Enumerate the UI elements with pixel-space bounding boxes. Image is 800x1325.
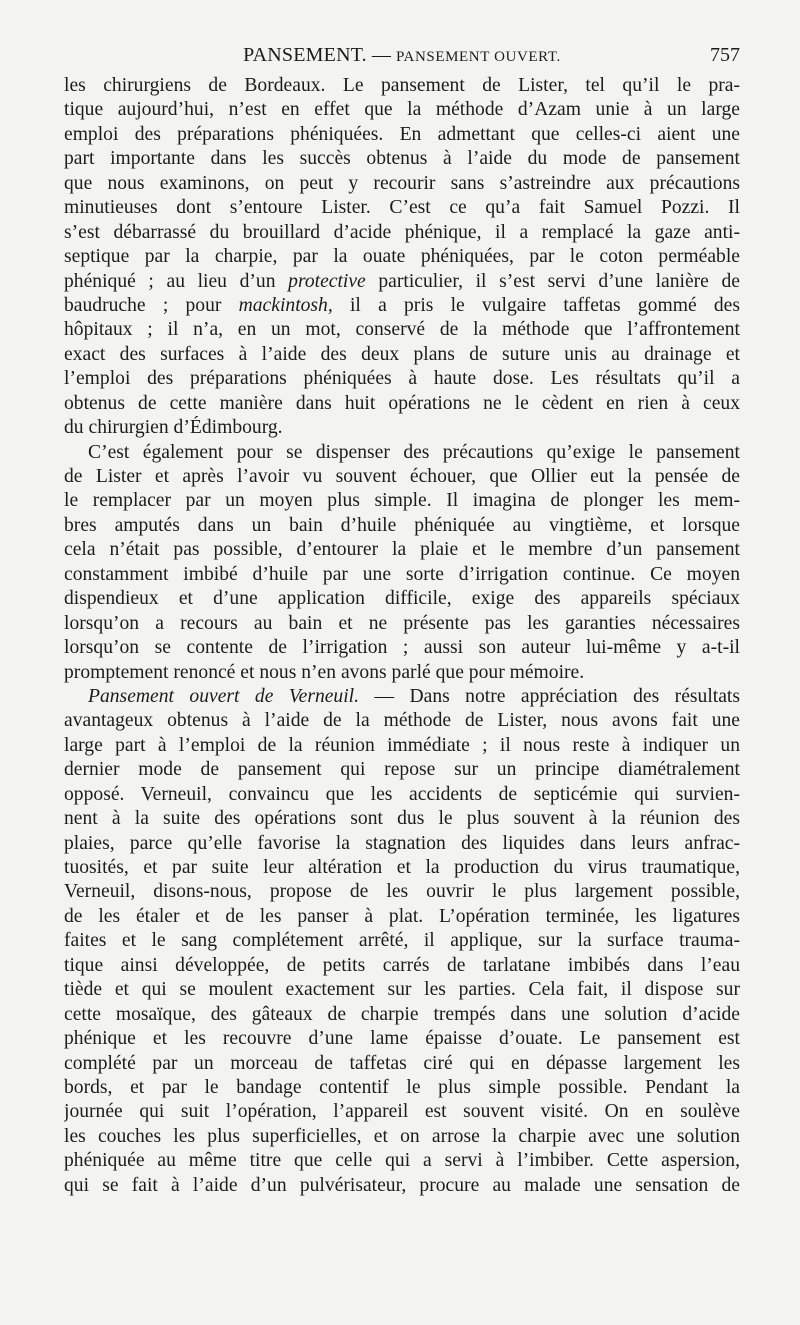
text-span: le remplacer par un moyen plus simple. Il imagina de plonger les mem- [64, 490, 740, 512]
text-span: C’est également pour se dispenser des précautions qu’exige le pansement [88, 441, 740, 463]
text-span: cela n’était pas possible, d’entourer la plaie et le membre d’un pansement [64, 539, 740, 561]
running-title-separator: — [371, 45, 392, 66]
text-span: que nous examinons, on peut y recourir sans s’astreindre aux précautions [64, 172, 740, 194]
text-line [64, 1149, 740, 1173]
text-line [64, 1100, 740, 1124]
text-line [64, 661, 740, 685]
text-line [64, 978, 740, 1002]
text-span: phéniqué ; au lieu d’un [64, 270, 289, 292]
text-line [64, 343, 740, 367]
text-span: phénique et les recouvre d’une lame épaisse d’ouate. Le pansement est [64, 1028, 740, 1050]
text-span: minutieuses dont s’entoure Lister. C’est ce qu’a fait Samuel Pozzi. Il [64, 197, 740, 219]
text-span: complété par un morceau de taffetas ciré qui en dépasse largement les [64, 1052, 740, 1074]
text-line [64, 929, 740, 953]
text-line [64, 416, 740, 440]
text-span: bords, et par le bandage contentif le plus simple possible. Pendant la [64, 1076, 740, 1098]
text-span: de Lister et après l’avoir vu souvent échouer, que Ollier eut la pensée de [64, 466, 740, 487]
text-line [64, 783, 740, 807]
paragraph [64, 441, 740, 685]
text-line [64, 367, 740, 391]
text-line [64, 905, 740, 929]
text-span: tuosités, et par suite leur altération et la production du virus traumatique, [64, 857, 740, 878]
text-span: promptement renoncé et nous n’en avons parlé que pour mémoire. [64, 661, 585, 683]
text-line [64, 734, 740, 758]
text-span: — Dans notre appréciation des résultats [359, 685, 740, 707]
text-span: tique aujourd’hui, n’est en effet que la méthode d’Azam unie à un large [64, 99, 740, 121]
text-span: lorsqu’on se contente de l’irrigation ; aussi son auteur lui-même y a-t-il [64, 637, 740, 659]
text-line [64, 465, 740, 489]
paragraph [64, 74, 740, 441]
text-line [64, 612, 740, 636]
text-line [64, 1003, 740, 1027]
running-header [64, 40, 740, 70]
text-span: avantageux obtenus à l’aide de la méthode de Lister, nous avons fait une [64, 710, 740, 732]
text-span: s’est débarrassé du brouillard d’acide phénique, il a remplacé la gaze anti- [64, 221, 740, 243]
text-line [64, 489, 740, 513]
text-span: du chirurgien d’Édimbourg. [64, 417, 283, 439]
text-span: emploi des préparations phéniquées. En admettant que celles-ci aient une [64, 123, 740, 145]
text-line [64, 318, 740, 342]
text-line [64, 270, 740, 294]
text-line [64, 563, 740, 587]
text-line [64, 538, 740, 562]
page-number: 757 [710, 44, 740, 66]
text-line [64, 685, 740, 709]
text-line [64, 636, 740, 660]
text-span: l’emploi des préparations phéniquées à haute dose. Les résultats qu’il a [64, 368, 740, 390]
text-span: bres amputés dans un bain d’huile phéniquée au vingtième, et lorsque [64, 514, 740, 536]
text-span: opposé. Verneuil, convaincu que les accidents de septicémie qui survien- [64, 783, 740, 805]
text-line [64, 587, 740, 611]
text-span: qui se fait à l’aide d’un pulvérisateur, procure au malade une sensation de [64, 1174, 740, 1196]
text-span: il a pris le vulgaire taffetas gommé des [332, 294, 740, 316]
text-line [64, 392, 740, 416]
text-span: lorsqu’on a recours au bain et ne présente pas les garanties nécessaires [64, 612, 740, 634]
text-line [64, 245, 740, 269]
text-span: Verneuil, disons-nous, propose de les ouvrir le plus largement possible, [64, 881, 740, 903]
body-text [64, 74, 740, 1198]
italic-text: protective [288, 270, 366, 292]
running-title-sub: PANSEMENT OUVERT. [395, 49, 561, 65]
text-line [64, 147, 740, 171]
text-line [64, 1125, 740, 1149]
text-line [64, 758, 740, 782]
text-line [64, 954, 740, 978]
text-line [64, 1174, 740, 1198]
running-title [64, 44, 740, 67]
italic-text: mackintosh, [238, 294, 333, 316]
paragraph [64, 685, 740, 1198]
text-span: journée qui suit l’opération, l’appareil est souvent visité. On en soulève [64, 1101, 740, 1123]
text-span: obtenus de cette manière dans huit opérations ne le cèdent en rien à ceux [64, 392, 740, 414]
text-line [64, 74, 740, 98]
running-title-main: PANSEMENT. [243, 44, 367, 66]
text-line [64, 123, 740, 147]
text-span: exact des surfaces à l’aide des deux plans de suture unis au drainage et [64, 343, 740, 365]
text-span: part importante dans les succès obtenus à l’aide du mode de pansement [64, 148, 740, 170]
text-line [64, 441, 740, 465]
text-line [64, 98, 740, 122]
text-line [64, 1076, 740, 1100]
text-span: les couches les plus superficielles, et on arrose la charpie avec une solution [64, 1125, 740, 1147]
text-span: faites et le sang complétement arrêté, il applique, sur la surface trauma- [64, 930, 740, 952]
text-span: constamment imbibé d’huile par une sorte d’irrigation continue. Ce moyen [64, 563, 740, 585]
text-span: dernier mode de pansement qui repose sur un principe diamétralement [64, 759, 740, 781]
text-span: particulier, il s’est servi d’une lanière de [365, 270, 740, 292]
text-span: tiède et qui se moulent exactement sur les parties. Cela fait, il dispose sur [64, 979, 740, 1001]
text-span: baudruche ; pour [64, 294, 239, 316]
text-line [64, 880, 740, 904]
italic-text: Pansement ouvert de Verneuil. [88, 685, 360, 707]
text-line [64, 172, 740, 196]
text-line [64, 294, 740, 318]
text-span: plaies, parce qu’elle favorise la stagnation des liquides dans leurs anfrac- [64, 832, 740, 854]
text-line [64, 709, 740, 733]
text-span: tique ainsi développée, de petits carrés de tarlatane imbibés dans l’eau [64, 954, 740, 976]
text-span: cette mosaïque, des gâteaux de charpie trempés dans une solution d’acide [64, 1003, 740, 1025]
text-line [64, 832, 740, 856]
text-line [64, 856, 740, 880]
text-line [64, 807, 740, 831]
text-span: dispendieux et d’une application difficile, exige des appareils spéciaux [64, 588, 740, 610]
text-line [64, 196, 740, 220]
text-span: les chirurgiens de Bordeaux. Le pansement de Lister, tel qu’il le pra- [64, 75, 740, 96]
text-span: hôpitaux ; il n’a, en un mot, conservé de la méthode que l’affrontement [64, 319, 740, 341]
text-span: large part à l’emploi de la réunion immédiate ; il nous reste à indiquer un [64, 734, 740, 756]
text-span: de les étaler et de les panser à plat. L’opération terminée, les ligatures [64, 905, 740, 927]
text-line [64, 1052, 740, 1076]
text-span: septique par la charpie, par la ouate phéniquées, par le coton perméable [64, 246, 740, 268]
text-span: phéniquée au même titre que celle qui a servi à l’imbiber. Cette aspersion, [64, 1150, 740, 1172]
text-line [64, 221, 740, 245]
text-line [64, 514, 740, 538]
text-line [64, 1027, 740, 1051]
text-span: nent à la suite des opérations sont dus le plus souvent à la réunion des [64, 808, 740, 830]
